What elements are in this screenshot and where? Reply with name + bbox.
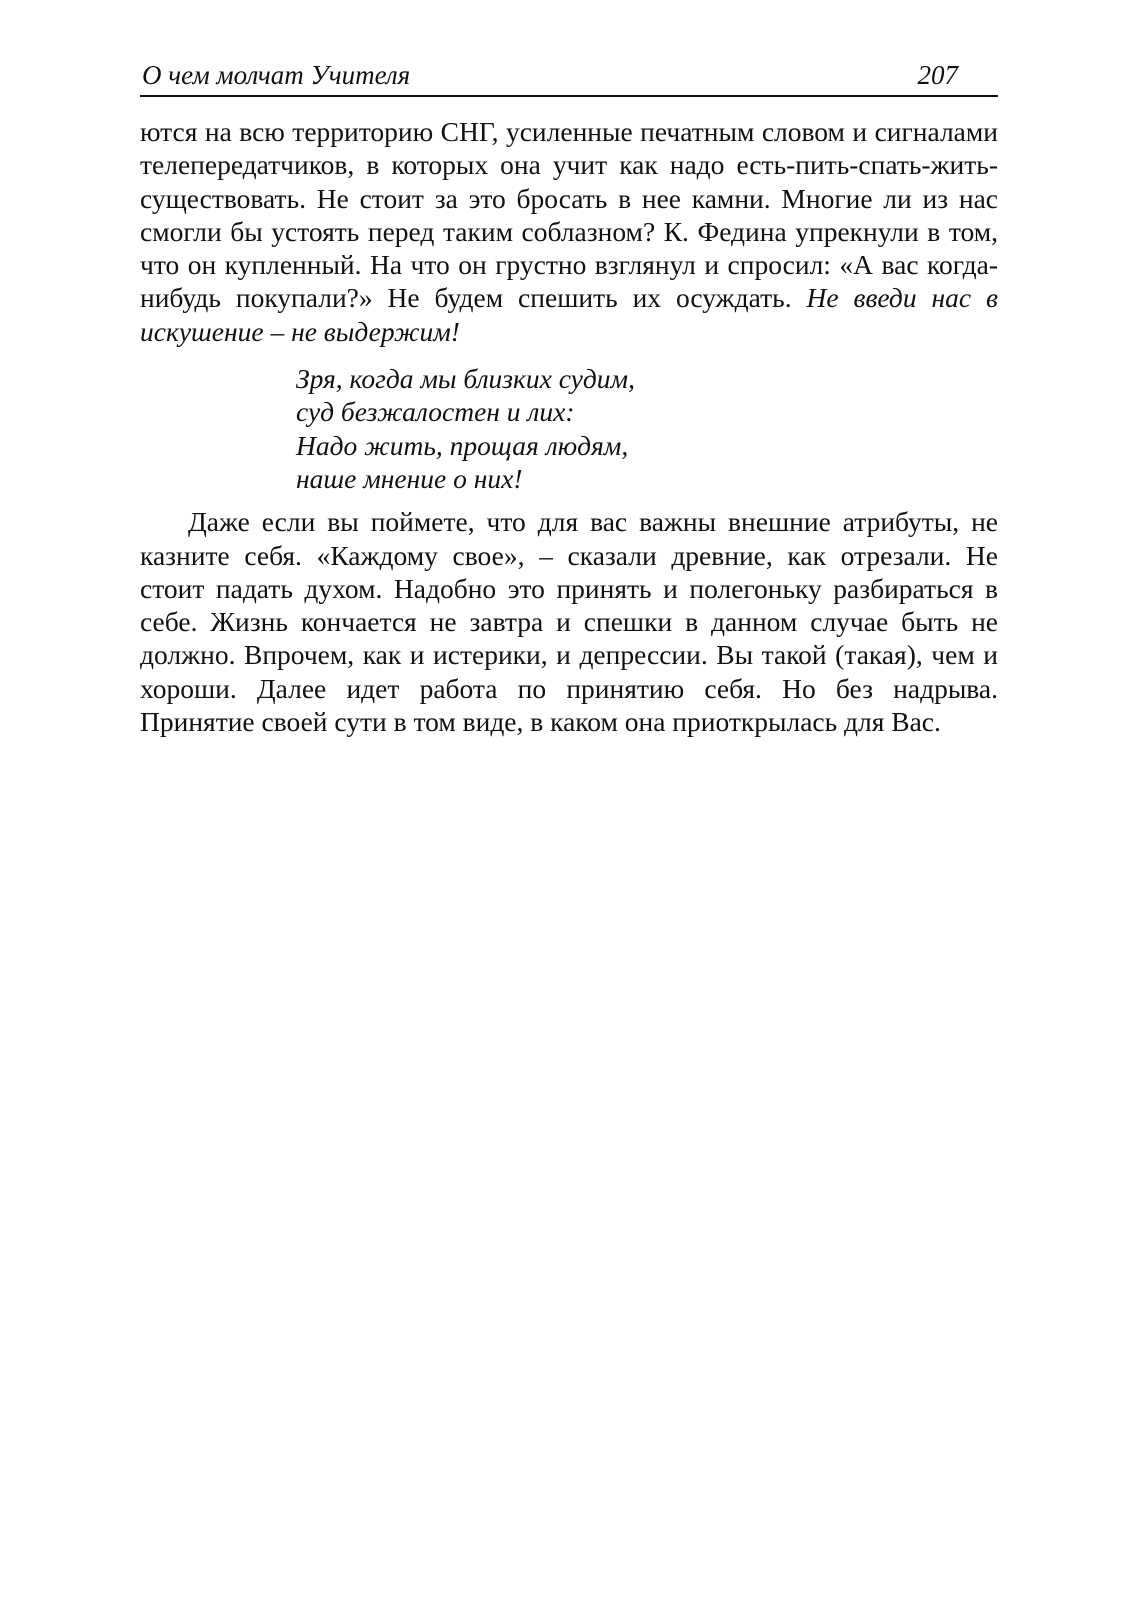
- poem-line: наше мнение о них!: [296, 462, 523, 494]
- italic-emphasis: Не введи нас в искушение – не выдержим!: [140, 282, 998, 347]
- poem-line: Надо жить, прощая людям,: [296, 429, 629, 461]
- running-header-title: О чем молчат Учителя: [142, 60, 411, 90]
- poem-block: [296, 362, 998, 495]
- body-text: [140, 115, 998, 738]
- paragraph-text: ются на всю территорию СНГ, усиленные печатным словом и сигналами телепередатчиков, в которых она учит как надо есть-пить-спать-жить-существовать. Не стоит за это бросать в нее камни. Многие ли из нас смогли бы устоять перед таким соблазном? К. Федина упрекнули в том, что он купленный. На что он грустно взглянул и спросил: «А вас когда-нибудь покупали?» Не будем спешить их осуждать.: [140, 116, 998, 314]
- paragraph-continued: [140, 115, 998, 348]
- book-page: [140, 58, 998, 738]
- poem-line: Зря, когда мы близких судим,: [296, 363, 635, 395]
- page-number: 207: [917, 60, 958, 90]
- running-header: [140, 58, 998, 97]
- paragraph: Даже если вы поймете, что для вас важны внешние атрибуты, не казните себя. «Каждому свое», – сказали древние, как отрезали. Не стоит падать духом. Надобно это принять и полегоньку разбираться в себе. Жизнь кончается не завтра и спешки в данном случае быть не должно. Впрочем, как и истерики, и депрессии. Вы такой (такая), чем и хороши. Далее идет работа по принятию себя. Но без надрыва. Принятие своей сути в том виде, в каком она приоткрылась для Вас.: [140, 506, 998, 738]
- poem-line: суд безжалостен и лих:: [296, 396, 575, 428]
